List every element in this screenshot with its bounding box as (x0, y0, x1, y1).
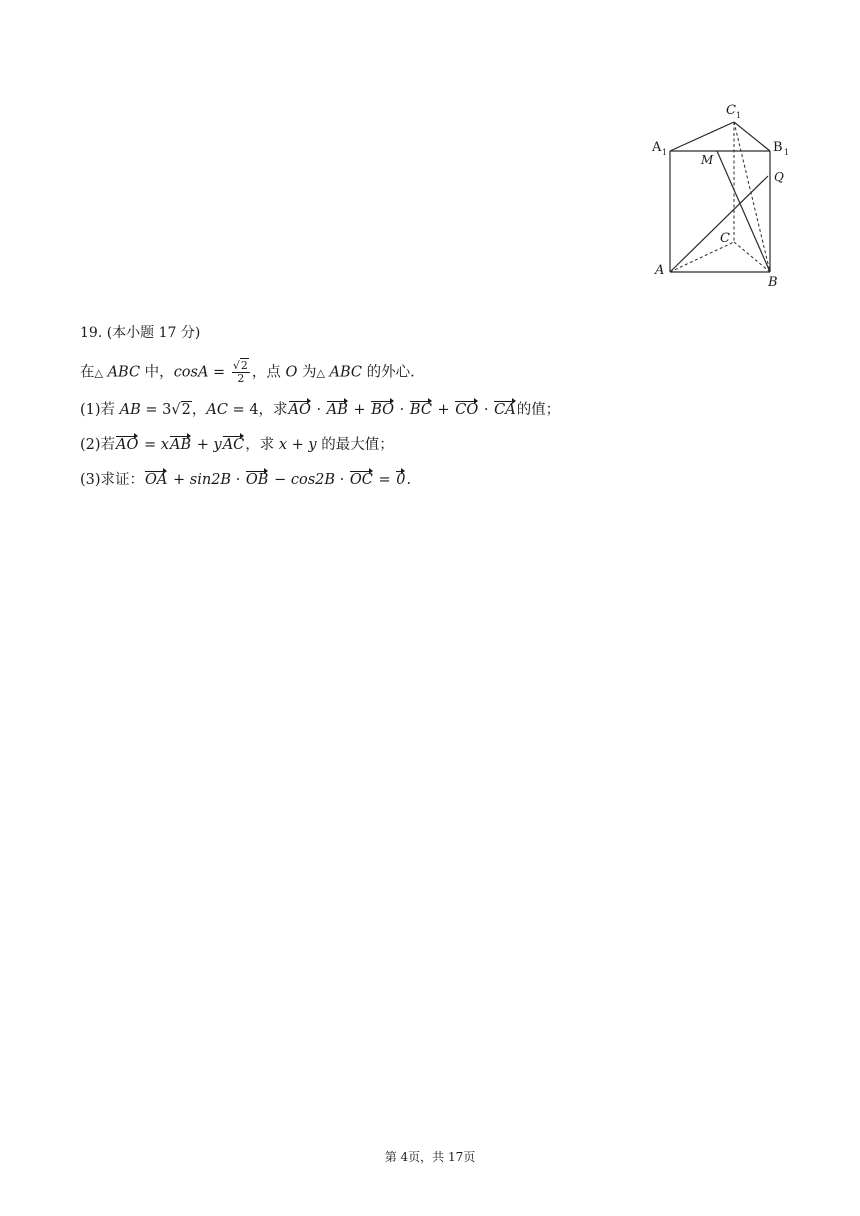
stem-cosa: cosA (173, 364, 209, 381)
edge-c1b1 (734, 122, 770, 151)
label-c: C (720, 231, 730, 246)
stem-mid: 中， (140, 364, 174, 381)
plus: + (348, 402, 371, 418)
label-a1-sub: 1 (662, 148, 668, 157)
vector-bo: BO (371, 402, 395, 418)
part2-label: (2)若 (80, 437, 116, 453)
plus: + (432, 402, 455, 418)
part-2 (80, 435, 394, 455)
dot: · (311, 402, 326, 418)
segment-mb (717, 151, 770, 272)
label-c1-sub: 1 (736, 111, 742, 120)
label-b: B (768, 275, 778, 290)
part1-ab: AB (119, 402, 141, 418)
vector-ao: AO (288, 402, 311, 418)
part2-mid: ，求 (245, 437, 279, 453)
vector-ab: AB (326, 402, 348, 418)
part3-label: (3)求证： (80, 472, 145, 488)
var-x: x (160, 437, 169, 453)
segment-c1b (734, 122, 770, 272)
part1-eq2: = 4，求 (227, 402, 288, 418)
stem-end: 的外心. (362, 364, 415, 381)
stem-eq: = (208, 364, 230, 381)
dot: · (231, 472, 245, 488)
plus: + (168, 472, 190, 488)
part2-end: 的最大值； (316, 437, 394, 453)
label-c1: C (726, 103, 736, 118)
label-m: M (701, 153, 714, 167)
frac-denominator: 2 (237, 372, 245, 385)
vector-ob: OB (245, 472, 269, 488)
minus: − (269, 472, 291, 488)
stem-abc: ABC (107, 364, 141, 381)
stem-abc2: ABC (329, 364, 363, 381)
var-y: y (213, 437, 222, 453)
fraction-sqrt2-over-2: $\frac{√2}{2}$ (232, 359, 248, 385)
prism-figure (640, 96, 810, 296)
part1-sep: ， (191, 402, 207, 418)
part-3 (80, 470, 411, 490)
part-1: (1)若 AB = 3√2，AC = 4，求AO · AB + BO · BC + CO · CA的值； (80, 402, 561, 418)
dot: · (335, 472, 349, 488)
sin2b: sin2B (189, 472, 232, 488)
stem-prefix: 在 (80, 364, 95, 381)
page-footer: 第 4页，共 17页 (384, 1150, 476, 1164)
part1-radicand: 2 (181, 402, 191, 418)
vector-ao: AO (116, 437, 139, 453)
label-a: A (655, 263, 665, 278)
expr-x-plus-y: x + y (278, 437, 317, 453)
label-b1: B (773, 140, 783, 155)
triangle-symbol-2: △ (316, 366, 325, 380)
zero-vector: 0 (396, 472, 406, 488)
part3-end: . (406, 472, 412, 488)
vector-ac: AC (222, 437, 245, 453)
edge-a1c1 (670, 122, 734, 151)
part1-ac: AC (206, 402, 228, 418)
label-b1-sub: 1 (784, 148, 790, 157)
dot: · (395, 402, 409, 418)
cos2b: cos2B (290, 472, 336, 488)
dot: · (479, 402, 494, 418)
prism-diagram (640, 96, 810, 296)
label-a1: A (652, 140, 662, 155)
vector-ab: AB (169, 437, 192, 453)
problem-number: 19. (80, 325, 103, 341)
vector-oa: OA (145, 472, 168, 488)
edge-cb (734, 242, 770, 272)
label-q: Q (774, 170, 784, 184)
problem-score: (本小题 17 分) (106, 325, 201, 341)
vector-oc: OC (349, 472, 373, 488)
stem-after: ，点 (251, 364, 286, 381)
stem-after2: 为 (297, 364, 317, 381)
plus: + (192, 437, 214, 453)
vector-bc: BC (409, 402, 432, 418)
vector-ca: CA (494, 402, 516, 418)
frac-numerator: 2 (240, 359, 248, 372)
triangle-symbol: △ (94, 366, 103, 380)
part1-label: (1)若 (80, 402, 120, 418)
part3-eq: = (373, 472, 396, 488)
part1-end: 的值； (516, 402, 561, 418)
problem-heading (80, 322, 200, 342)
stem-o: O (285, 364, 298, 381)
problem-stem (80, 360, 415, 385)
part1-eq1: = 3 (140, 402, 172, 418)
edge-ac (670, 242, 734, 272)
vector-co: CO (455, 402, 479, 418)
part2-eq: = (139, 437, 161, 453)
